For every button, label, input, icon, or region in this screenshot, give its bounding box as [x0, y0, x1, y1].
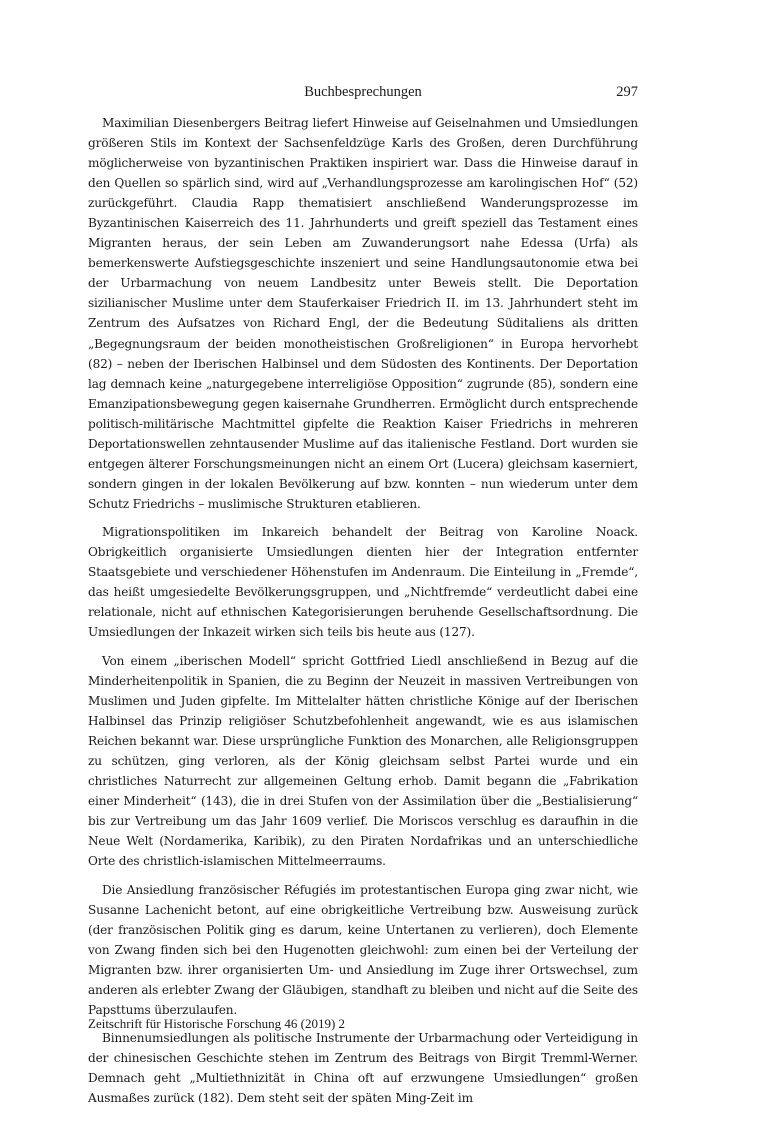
paragraph-1: Maximilian Diesenbergers Beitrag liefert Hinweise auf Geiselnahmen und Umsiedlungen größeren Stils im Kontext der Sachsenfeldzüge Karls des Großen, deren Durchführung möglicherweise von byzantinischen Praktiken inspiriert war. Dass die Hinweise darauf in den Quellen so spärlich sind, wird auf „Verhandlungsprozesse am karolingischen Hof“ (52) zurückgeführt. Claudia Rapp thematisiert anschließend Wanderungsprozesse im Byzantinischen Kaiserreich des 11. Jahrhunderts und greift speziell das Testament eines Migranten heraus, der sein Leben am Zuwanderungsort nahe Edessa (Urfa) als bemerkenswerte Aufstiegsgeschichte inszeniert und seine Handlungsautonomie etwa bei der Urbarmachung von neuem Landbesitz unter Beweis stellt. Die Deportation sizilianischer Muslime unter dem Stauferkaiser Friedrich II. im 13. Jahrhundert steht im Zentrum des Aufsatzes von Richard Engl, der die Bedeutung Süditaliens als dritten „Begegnungsraum der beiden monotheistischen Großreligionen“ in Europa hervorhebt (82) – neben der Iberischen Halbinsel und dem Südosten des Kontinents. Der Deportation lag demnach keine „naturgegebene interreligiöse Opposition“ zugrunde (85), sondern eine Emanzipationsbewegung gegen kaisernahe Grundherren. Ermöglicht durch entsprechende politisch-militärische Machtmittel gipfelte die Reaktion Kaiser Friedrichs in mehreren Deportationswellen zehntausender Muslime auf das italienische Festland. Dort wurden sie entgegen älterer Forschungsmeinungen nicht an einem Ort (Lucera) gleichsam kaserniert, sondern gingen in der lokalen Bevölkerung auf bzw. konnten – nun wiederum unter dem Schutz Friedrichs – muslimische Strukturen etablieren. — [88, 116, 638, 511]
body-text — [88, 113, 638, 1117]
running-header — [88, 84, 638, 104]
paragraph-3: Von einem „iberischen Modell“ spricht Gottfried Liedl anschließend in Bezug auf die Minderheitenpolitik in Spanien, die zu Beginn der Neuzeit in massiven Vertreibungen von Muslimen und Juden gipfelte. Im Mittelalter hätten christliche Könige auf der Iberischen Halbinsel das Prinzip religiöser Schutzbefohlenheit angewandt, wie es aus islamischen Reichen bekannt war. Diese ursprüngliche Funktion des Monarchen, alle Religionsgruppen zu schützen, ging verloren, als der König gleichsam selbst Partei wurde und ein christliches Naturrecht zur allgemeinen Geltung erhob. Damit begann die „Fabrikation einer Minderheit“ (143), die in drei Stufen von der Assimilation über die „Bestialisierung“ bis zur Vertreibung um das Jahr 1609 verlief. Die Moriscos verschlug es daraufhin in die Neue Welt (Nordamerika, Karibik), zu den Piraten Nordafrikas und an unterschiedliche Orte des christlich-islamischen Mittelmeerraums. — [88, 653, 638, 869]
paragraph-4: Die Ansiedlung französischer Réfugiés im protestantischen Europa ging zwar nicht, wie Susanne Lachenicht betont, auf eine obrigkeitliche Vertreibung bzw. Ausweisung zurück (der französischen Politik ging es darum, keine Untertanen zu verlieren), doch Elemente von Zwang finden sich bei den Hugenotten gleichwohl: zum einen bei der Verteilung der Migranten bzw. ihrer organisierten Um- und Ansiedlung im Zuge ihrer Ortswechsel, zum anderen als erlebter Zwang der Gläubigen, standhaft zu bleiben und nicht auf die Seite des Papsttums überzulaufen. — [88, 882, 638, 1017]
running-title: Buchbesprechungen — [304, 84, 422, 100]
page-number: 297 — [616, 84, 638, 100]
paragraph-5: Binnenumsiedlungen als politische Instrumente der Urbarmachung oder Verteidigung in der chinesischen Geschichte stehen im Zentrum des Beitrags von Birgit Tremml-Werner. Demnach geht „Multiethnizität in China oft auf erzwungene Umsiedlungen“ großen Ausmaßes zurück (182). Dem steht seit der späten Ming-Zeit im — [88, 1031, 638, 1106]
journal-footer: Zeitschrift für Historische Forschung 46 (2019) 2 — [88, 1016, 346, 1031]
paragraph-2: Migrationspolitiken im Inkareich behandelt der Beitrag von Karoline Noack. Obrigkeitlich organisierte Umsiedlungen dienten hier der Integration entfernter Staatsgebiete und verschiedener Höhenstufen im Andenraum. Die Einteilung in „Fremde“, das heißt umgesiedelte Bevölkerungsgruppen, und „Nichtfremde“ verdeutlicht dabei eine relationale, nicht auf ethnischen Kategorisierungen beruhende Gesellschaftsordnung. Die Umsiedlungen der Inkazeit wirken sich teils bis heute aus (127). — [88, 525, 638, 640]
document-page — [88, 0, 638, 1131]
